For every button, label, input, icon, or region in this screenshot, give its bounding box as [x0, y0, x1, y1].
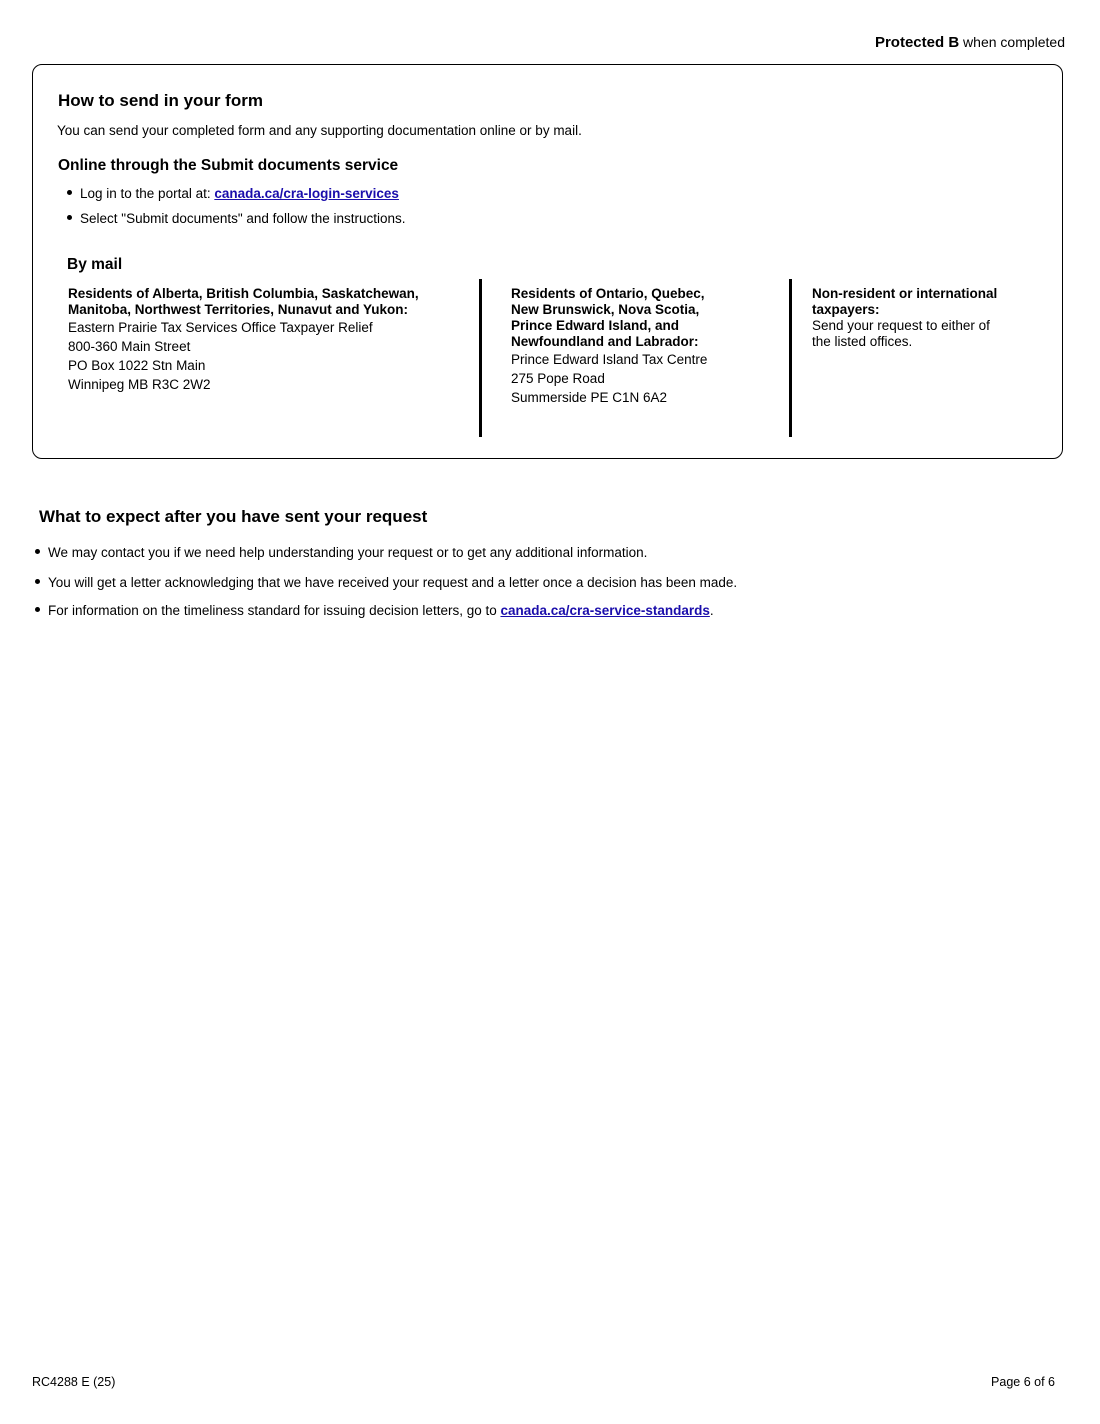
bullet-icon [67, 215, 72, 220]
online-item-text: Log in to the portal at: [80, 186, 215, 201]
protected-label: Protected B [874, 34, 960, 51]
address-line: Winnipeg MB R3C 2W2 [68, 377, 211, 392]
protected-suffix: when completed [963, 34, 1065, 50]
send-form-box [32, 64, 1063, 459]
send-section-title: How to send in your form [58, 91, 263, 110]
column-divider [479, 279, 482, 437]
expect-item-standards [35, 603, 714, 619]
column-heading-line: Residents of Alberta, British Columbia, Saskatchewan, [68, 286, 419, 301]
online-item-login [67, 186, 399, 202]
mail-column-eastern [511, 286, 707, 407]
form-code: RC4288 E (25) [32, 1375, 116, 1389]
column-heading-line: Newfoundland and Labrador: [511, 334, 699, 349]
expect-section-title: What to expect after you have sent your request [39, 507, 428, 526]
expect-item-letter [35, 575, 737, 591]
column-heading-line: Non-resident or international [812, 286, 998, 301]
bullet-icon [67, 190, 72, 195]
column-heading-line: taxpayers: [812, 302, 880, 317]
expect-item-text: We may contact you if we need help understanding your request or to get any additional information. [48, 545, 648, 560]
login-services-link[interactable]: canada.ca/cra-login-services [214, 186, 399, 201]
column-heading-line: Residents of Ontario, Quebec, [511, 286, 705, 301]
service-standards-link[interactable]: canada.ca/cra-service-standards [500, 603, 710, 618]
mail-column-western [68, 286, 419, 394]
mail-column-nonresident [812, 286, 997, 350]
address-line: 800-360 Main Street [68, 339, 191, 354]
address-line: PO Box 1022 Stn Main [68, 358, 206, 373]
column-heading-line: New Brunswick, Nova Scotia, [511, 302, 700, 317]
address-line: Send your request to either of [812, 318, 990, 333]
online-item-text: Select "Submit documents" and follow the instructions. [80, 211, 406, 226]
expect-item-contact [35, 545, 647, 561]
expect-item-period: . [709, 603, 714, 618]
address-line: Prince Edward Island Tax Centre [511, 352, 708, 367]
address-line: Eastern Prairie Tax Services Office Taxpayer Relief [68, 320, 373, 335]
bullet-icon [35, 607, 40, 612]
protected-notice [875, 34, 1065, 51]
column-heading-line: Prince Edward Island, and [511, 318, 680, 333]
send-section-intro: You can send your completed form and any supporting documentation online or by mail. [57, 123, 582, 138]
bullet-icon [35, 549, 40, 554]
expect-item-text: For information on the timeliness standard for issuing decision letters, go to [48, 603, 501, 618]
address-line: Summerside PE C1N 6A2 [511, 390, 668, 405]
online-item-submit [67, 211, 406, 227]
online-title: Online through the Submit documents service [58, 157, 399, 174]
mail-title: By mail [67, 256, 123, 273]
expect-item-text: You will get a letter acknowledging that we have received your request and a letter once a decision has been made. [48, 575, 738, 590]
column-divider [789, 279, 792, 437]
page-number: Page 6 of 6 [991, 1375, 1055, 1389]
column-heading-line: Manitoba, Northwest Territories, Nunavut and Yukon: [68, 302, 409, 317]
bullet-icon [35, 579, 40, 584]
address-line: the listed offices. [812, 334, 913, 349]
address-line: 275 Pope Road [511, 371, 605, 386]
